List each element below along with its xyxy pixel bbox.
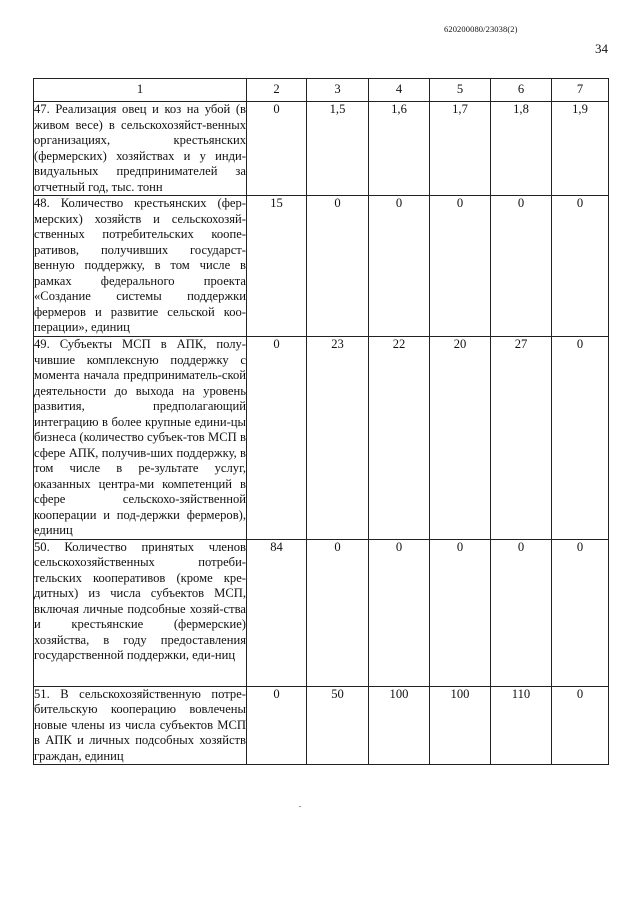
table-row bbox=[34, 686, 609, 765]
indicator-value: 0 bbox=[307, 539, 369, 686]
indicator-value: 0 bbox=[552, 196, 609, 337]
column-header: 4 bbox=[369, 79, 430, 102]
table-header-row bbox=[34, 79, 609, 102]
indicator-value: 0 bbox=[307, 196, 369, 337]
indicator-value: 0 bbox=[491, 196, 552, 337]
indicator-value: 0 bbox=[247, 337, 307, 540]
column-header: 2 bbox=[247, 79, 307, 102]
scan-speck bbox=[299, 806, 301, 807]
indicator-value: 1,9 bbox=[552, 102, 609, 196]
indicator-value: 27 bbox=[491, 337, 552, 540]
indicator-description: 50. Количество принятых членов сельскохозяйственных потреби-тельских кооперативов (кроме кре-дитных) из числа субъектов МСП, включая личные подсобные хозяй-ства и крестьянские (фермерские) хозяйства, в году предоставления государственной поддержки, еди-ниц bbox=[34, 539, 247, 686]
column-header: 3 bbox=[307, 79, 369, 102]
indicator-value: 0 bbox=[552, 337, 609, 540]
indicator-value: 0 bbox=[430, 539, 491, 686]
indicator-description: 48. Количество крестьянских (фер-мерских) хозяйств и сельскохозяй-ственных потребительских коопе-ративов, получивших государст-венную поддержку, в том числе в рамках федерального проекта «Создание системы поддержки фермеров и развитие сельской коо-перации», единиц bbox=[34, 196, 247, 337]
indicator-value: 1,7 bbox=[430, 102, 491, 196]
indicator-value: 0 bbox=[369, 539, 430, 686]
indicator-value: 0 bbox=[247, 686, 307, 765]
indicator-value: 100 bbox=[430, 686, 491, 765]
indicator-value: 1,5 bbox=[307, 102, 369, 196]
indicator-value: 84 bbox=[247, 539, 307, 686]
indicator-value: 100 bbox=[369, 686, 430, 765]
indicator-value: 0 bbox=[369, 196, 430, 337]
indicator-value: 0 bbox=[430, 196, 491, 337]
column-header: 5 bbox=[430, 79, 491, 102]
column-header: 7 bbox=[552, 79, 609, 102]
indicator-value: 22 bbox=[369, 337, 430, 540]
indicator-value: 15 bbox=[247, 196, 307, 337]
indicator-value: 20 bbox=[430, 337, 491, 540]
column-header: 1 bbox=[34, 79, 247, 102]
table-row bbox=[34, 102, 609, 196]
indicator-description: 47. Реализация овец и коз на убой (в живом весе) в сельскохозяйст-венных организациях, крестьянских (фермерских) хозяйствах и у инди-видуальных предпринимателей за отчетный год, тыс. тонн bbox=[34, 102, 246, 194]
indicator-description: 51. В сельскохозяйственную потре-бительскую кооперацию вовлечены новые члены из числа субъектов МСП в АПК и личных подсобных хозяйств граждан, единиц bbox=[34, 686, 246, 763]
table-row bbox=[34, 196, 609, 337]
table-row bbox=[34, 539, 609, 686]
document-code: 620200080/23038(2) bbox=[444, 24, 518, 34]
indicator-value: 0 bbox=[247, 102, 307, 196]
indicator-value: 0 bbox=[552, 539, 609, 686]
indicator-value: 0 bbox=[552, 686, 609, 765]
indicators-table bbox=[33, 78, 609, 765]
indicator-value: 23 bbox=[307, 337, 369, 540]
indicator-description: 49. Субъекты МСП в АПК, полу-чившие комплексную поддержку с момента начала предприниматель-ской деятельности до выхода на уровень развития, предполагающий интеграцию в более крупные едини-цы бизнеса (количество субъек-тов МСП в сфере АПК, получив-ших поддержку, в том числе в ре-зультате услуг, оказанных центра-ми компетенций в сфере сельскохо-зяйственной кооперации и под-держки фермеров), единиц bbox=[34, 337, 246, 537]
indicator-value: 1,8 bbox=[491, 102, 552, 196]
indicator-value: 50 bbox=[307, 686, 369, 765]
table-row bbox=[34, 337, 609, 540]
indicator-value: 1,6 bbox=[369, 102, 430, 196]
column-header: 6 bbox=[491, 79, 552, 102]
indicator-value: 0 bbox=[491, 539, 552, 686]
page-number: 34 bbox=[595, 41, 608, 56]
indicator-value: 110 bbox=[491, 686, 552, 765]
